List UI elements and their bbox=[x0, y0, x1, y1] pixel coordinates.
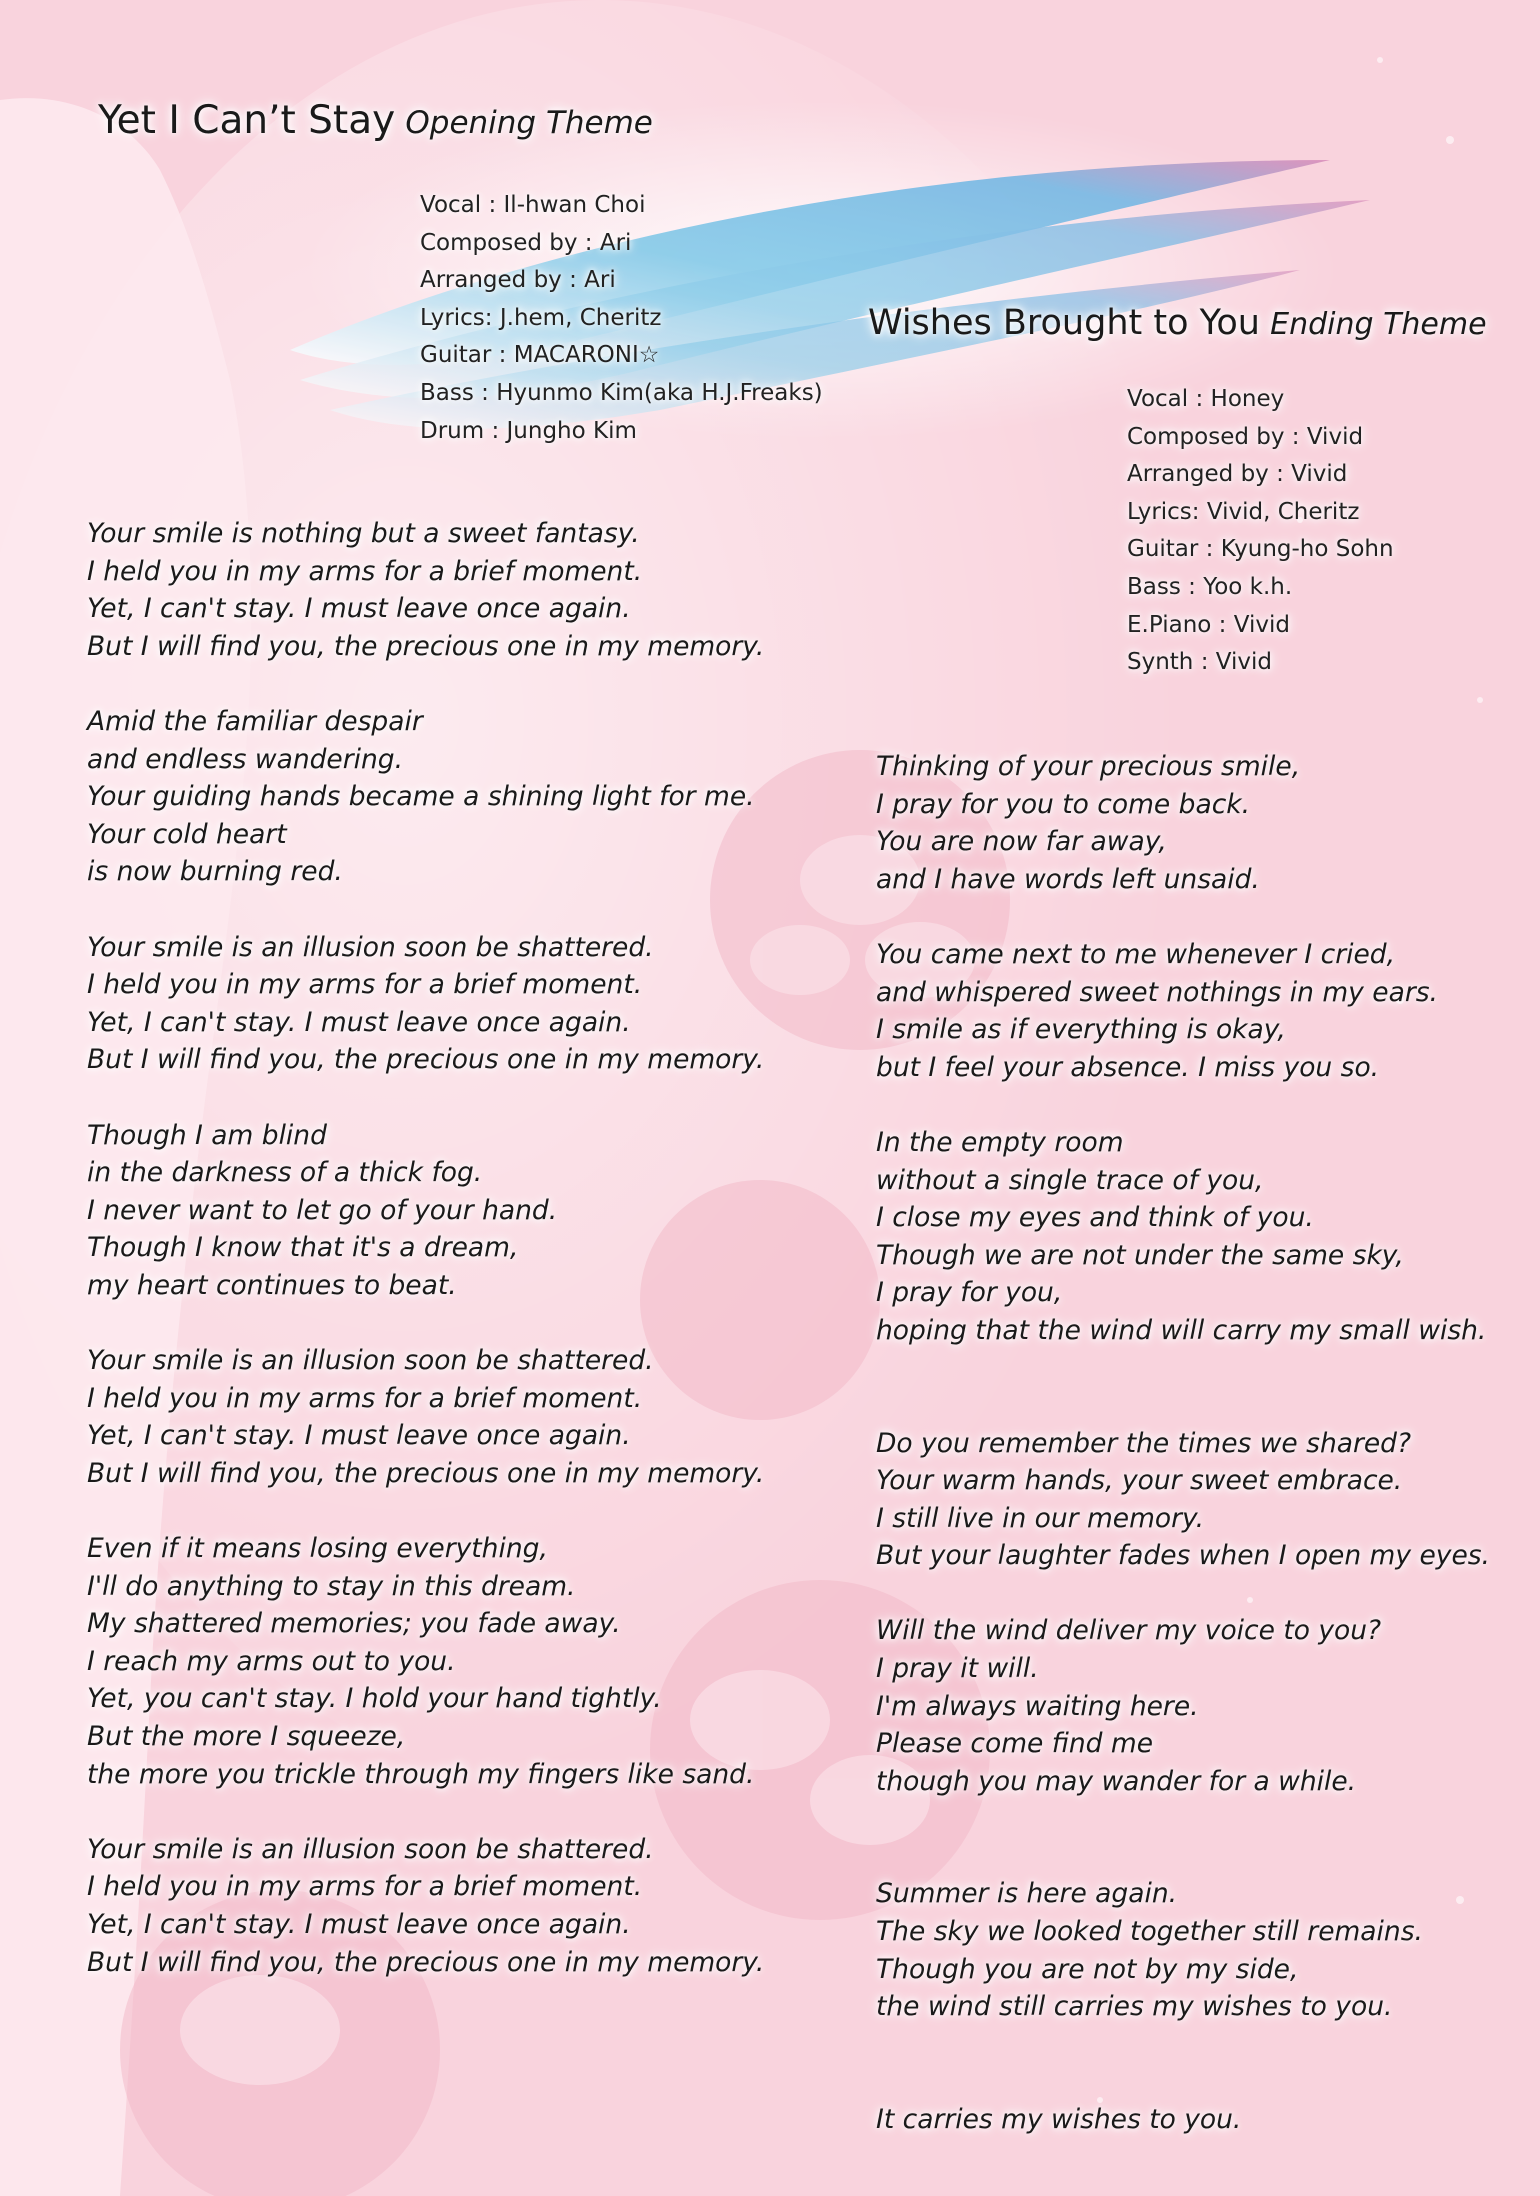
lyric-line: the more you trickle through my fingers like sand. bbox=[87, 1758, 755, 1790]
lyric-line: and whispered sweet nothings in my ears. bbox=[876, 976, 1438, 1008]
lyric-line: Though I am blind bbox=[87, 1119, 327, 1151]
lyric-line: But I will find you, the precious one in my memory. bbox=[87, 1946, 765, 1978]
lyric-line: Though I know that it's a dream, bbox=[87, 1232, 519, 1264]
lyric-line: But I will find you, the precious one in my memory. bbox=[87, 1457, 765, 1489]
lyric-line: Yet, I can't stay. I must leave once again. bbox=[87, 1006, 631, 1038]
ending-theme-title bbox=[868, 303, 1487, 343]
lyric-line: I reach my arms out to you. bbox=[87, 1645, 456, 1677]
lyric-line: I smile as if everything is okay, bbox=[876, 1014, 1286, 1046]
lyric-line: and endless wandering. bbox=[87, 743, 404, 775]
lyric-line: I held you in my arms for a brief moment. bbox=[87, 555, 643, 587]
lyric-line: But I will find you, the precious one in my memory. bbox=[87, 1044, 765, 1076]
lyric-line: You came next to me whenever I cried, bbox=[876, 938, 1396, 970]
lyric-stanza bbox=[87, 929, 787, 1079]
opening-lyrics bbox=[87, 515, 787, 1981]
lyric-line: But I will find you, the precious one in my memory. bbox=[87, 630, 765, 662]
lyric-line: and I have words left unsaid. bbox=[876, 863, 1260, 895]
lyric-line: I pray for you to come back. bbox=[876, 788, 1251, 820]
lyric-stanza bbox=[87, 1117, 787, 1305]
lyric-line: Your guiding hands became a shining light for me. bbox=[87, 781, 755, 813]
lyric-line: You are now far away, bbox=[876, 826, 1167, 858]
credit-line: Vocal : Il-hwan Choi bbox=[420, 192, 646, 218]
ending-subtitle-text: Ending Theme bbox=[1270, 307, 1487, 342]
lyric-line: I pray for you, bbox=[876, 1277, 1063, 1309]
credit-line: Bass : Yoo k.h. bbox=[1127, 573, 1293, 600]
lyric-line: I pray it will. bbox=[876, 1653, 1039, 1685]
lyric-stanza bbox=[876, 1875, 1536, 2025]
credit-line: E.Piano : Vivid bbox=[1127, 611, 1290, 638]
lyric-line: Your smile is an illusion soon be shattered. bbox=[87, 1345, 654, 1377]
lyric-stanza bbox=[876, 1612, 1536, 1800]
credit-line: Drum : Jungho Kim bbox=[420, 417, 637, 444]
lyric-line: Yet, you can't stay. I hold your hand tightly. bbox=[87, 1683, 662, 1715]
lyric-line: Thinking of your precious smile, bbox=[876, 751, 1301, 782]
lyric-line: Yet, I can't stay. I must leave once again. bbox=[87, 1908, 631, 1940]
lyric-line: Even if it means losing everything, bbox=[87, 1533, 548, 1565]
lyric-stanza bbox=[876, 1124, 1536, 1350]
opening-theme-title bbox=[98, 98, 653, 143]
lyric-line: It carries my wishes to you. bbox=[876, 2103, 1242, 2135]
credit-line: Arranged by : Vivid bbox=[1127, 461, 1348, 488]
credit-line: Vocal : Honey bbox=[1127, 386, 1285, 412]
credit-line: Bass : Hyunmo Kim(aka H.J.Freaks) bbox=[420, 379, 823, 406]
lyric-stanza bbox=[876, 936, 1536, 1086]
credit-line: Lyrics: Vivid, Cheritz bbox=[1127, 498, 1360, 525]
lyric-line: I never want to let go of your hand. bbox=[87, 1194, 558, 1226]
lyric-line: Your smile is nothing but a sweet fantasy. bbox=[87, 518, 640, 549]
opening-subtitle-text: Opening Theme bbox=[405, 105, 653, 141]
lyric-line: Though you are not by my side, bbox=[876, 1953, 1299, 1985]
lyric-line: hoping that the wind will carry my small wish. bbox=[876, 1314, 1487, 1346]
lyric-line: Amid the familiar despair bbox=[87, 705, 423, 737]
lyric-line: I held you in my arms for a brief moment. bbox=[87, 969, 643, 1001]
lyric-stanza bbox=[87, 1831, 787, 1981]
ending-credits bbox=[1127, 381, 1394, 682]
lyric-line: but I feel your absence. I miss you so. bbox=[876, 1051, 1380, 1083]
lyric-line: without a single trace of you, bbox=[876, 1164, 1264, 1196]
lyric-line: The sky we looked together still remains. bbox=[876, 1916, 1423, 1948]
ending-lyrics bbox=[876, 748, 1536, 2138]
lyric-stanza bbox=[87, 1530, 787, 1793]
lyric-line: I held you in my arms for a brief moment. bbox=[87, 1871, 643, 1903]
lyric-line: Your cold heart bbox=[87, 818, 287, 850]
lyric-line: is now burning red. bbox=[87, 856, 343, 888]
lyric-line: Your smile is an illusion soon be shattered. bbox=[87, 931, 654, 963]
lyric-line: But your laughter fades when I open my eyes. bbox=[876, 1540, 1490, 1572]
lyric-stanza bbox=[87, 515, 787, 665]
lyric-line: in the darkness of a thick fog. bbox=[87, 1157, 483, 1189]
lyric-line: Yet, I can't stay. I must leave once again. bbox=[87, 593, 631, 625]
lyric-stanza bbox=[87, 703, 787, 891]
lyric-line: In the empty room bbox=[876, 1126, 1124, 1158]
lyric-line: Though we are not under the same sky, bbox=[876, 1239, 1404, 1271]
lyric-line: My shattered memories; you fade away. bbox=[87, 1608, 621, 1640]
lyric-stanza bbox=[876, 748, 1536, 898]
credit-line: Arranged by : Ari bbox=[420, 267, 616, 294]
credit-line: Lyrics: J.hem, Cheritz bbox=[420, 304, 662, 331]
lyric-line: Do you remember the times we shared? bbox=[876, 1427, 1412, 1459]
ending-title-text: Wishes Brought to You bbox=[868, 303, 1260, 343]
lyric-stanza bbox=[876, 1425, 1536, 1575]
lyric-line: I close my eyes and think of you. bbox=[876, 1202, 1314, 1234]
credit-line: Synth : Vivid bbox=[1127, 649, 1272, 676]
credit-line: Composed by : Ari bbox=[420, 229, 632, 256]
lyric-stanza bbox=[87, 1342, 787, 1492]
lyric-line: Please come find me bbox=[876, 1728, 1154, 1760]
credit-line: Composed by : Vivid bbox=[1127, 423, 1364, 450]
lyric-line: Your smile is an illusion soon be shattered. bbox=[87, 1833, 654, 1865]
lyric-line: Yet, I can't stay. I must leave once again. bbox=[87, 1420, 631, 1452]
lyric-line: Your warm hands, your sweet embrace. bbox=[876, 1465, 1403, 1497]
lyric-line: my heart continues to beat. bbox=[87, 1269, 457, 1301]
lyric-line: But the more I squeeze, bbox=[87, 1721, 406, 1752]
opening-credits bbox=[420, 187, 823, 450]
credit-line: Guitar : MACARONI☆ bbox=[420, 342, 660, 369]
lyric-line: I'm always waiting here. bbox=[876, 1690, 1199, 1722]
lyric-line: the wind still carries my wishes to you. bbox=[876, 1991, 1393, 2023]
lyric-line: I still live in our memory. bbox=[876, 1502, 1205, 1534]
lyric-line: Will the wind deliver my voice to you? bbox=[876, 1615, 1382, 1647]
credit-line: Guitar : Kyung-ho Sohn bbox=[1127, 536, 1394, 563]
lyric-line: though you may wander for a while. bbox=[876, 1765, 1357, 1797]
lyric-stanza bbox=[876, 2101, 1536, 2139]
lyric-line: I held you in my arms for a brief moment. bbox=[87, 1382, 643, 1414]
lyric-line: Summer is here again. bbox=[876, 1878, 1178, 1910]
opening-title-text: Yet I Can’t Stay bbox=[98, 98, 396, 143]
lyric-line: I'll do anything to stay in this dream. bbox=[87, 1570, 576, 1602]
